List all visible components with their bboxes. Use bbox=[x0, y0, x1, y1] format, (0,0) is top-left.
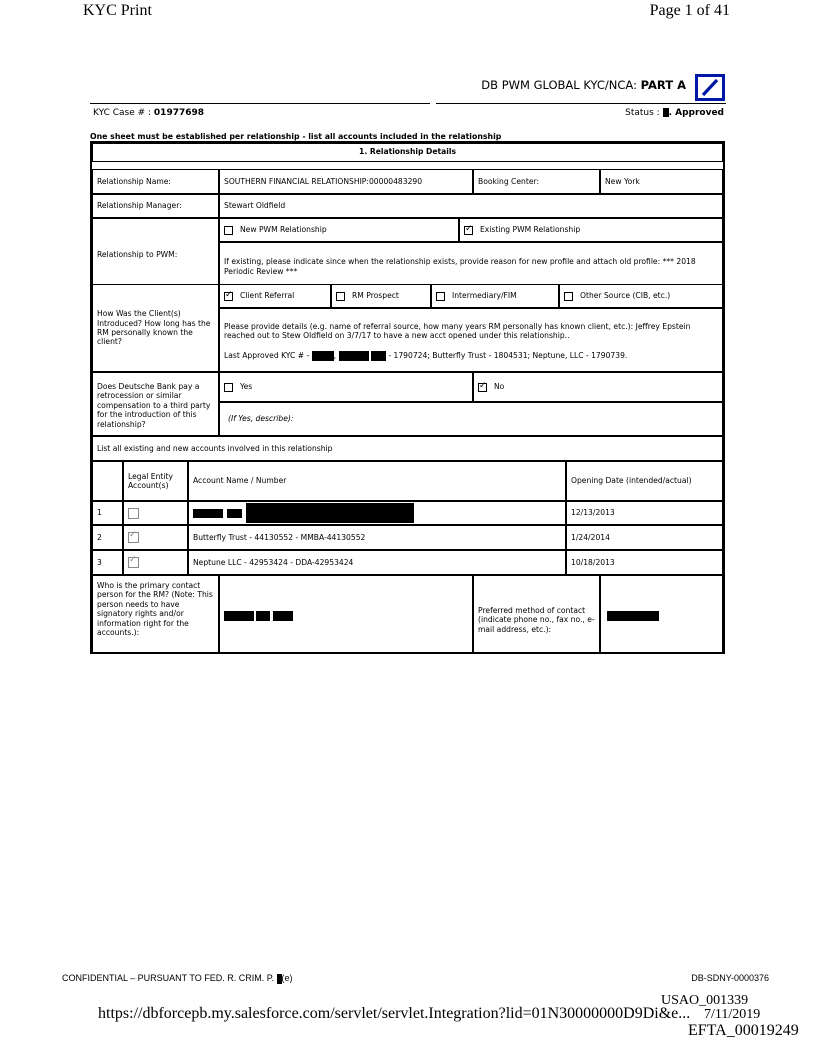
existing-pwm-checkbox bbox=[464, 226, 473, 235]
account-name-cell: Butterfly Trust - 44130552 - MMBA-44130552 bbox=[188, 525, 566, 550]
retrocession-no-option: ✓ No bbox=[473, 372, 723, 402]
case-status: Status : . Approved bbox=[625, 108, 724, 118]
account-name-cell bbox=[188, 501, 566, 525]
legal-entity-checkbox bbox=[128, 557, 139, 568]
section-title: 1. Relationship Details bbox=[92, 143, 723, 162]
print-url: https://dbforcepb.my.salesforce.com/servlet/servlet.Integration?lid=01N30000000D9Di&e... bbox=[98, 1005, 691, 1022]
opening-date-cell: 12/13/2013 bbox=[566, 501, 723, 525]
relationship-manager-label: Relationship Manager: bbox=[92, 194, 219, 218]
rm-prospect-checkbox bbox=[336, 292, 345, 301]
print-header-page-count: Page 1 of 41 bbox=[649, 2, 730, 19]
account-name-cell: Neptune LLC - 42953424 - DDA-42953424 bbox=[188, 550, 566, 575]
primary-contact-value bbox=[219, 575, 473, 653]
opening-date-header: Opening Date (intended/actual) bbox=[566, 461, 723, 501]
other-source-checkbox bbox=[564, 292, 573, 301]
intermediary-option: Intermediary/FIM bbox=[431, 284, 559, 308]
account-number-header bbox=[92, 461, 123, 501]
bates-number-usao: USAO_001339 bbox=[661, 993, 749, 1008]
client-referral-option: ✓ Client Referral bbox=[219, 284, 331, 308]
relationship-manager-value: Stewart Oldfield bbox=[219, 194, 723, 218]
retrocession-label: Does Deutsche Bank pay a retrocession or similar compensation to a third party for the introduction of this relationship? bbox=[92, 372, 219, 436]
introduction-label: How Was the Client(s) Introduced? How long has the RM personally known the client? bbox=[92, 284, 219, 372]
legal-entity-header: Legal Entity Account(s) bbox=[123, 461, 188, 501]
booking-center-label: Booking Center: bbox=[473, 169, 600, 194]
legal-entity-checkbox bbox=[128, 532, 139, 543]
other-source-option: Other Source (CIB, etc.) bbox=[559, 284, 723, 308]
retrocession-no-checkbox bbox=[478, 383, 487, 392]
relationship-to-pwm-label: Relationship to PWM: bbox=[92, 218, 219, 291]
print-header-title: KYC Print bbox=[83, 2, 152, 19]
retrocession-description: (If Yes, describe): bbox=[219, 402, 723, 436]
confidential-notice: CONFIDENTIAL – PURSUANT TO FED. R. CRIM. P. (e) bbox=[62, 973, 293, 983]
retrocession-yes-option: Yes bbox=[219, 372, 473, 402]
relationship-name-label: Relationship Name: bbox=[92, 169, 219, 194]
intermediary-checkbox bbox=[436, 292, 445, 301]
retrocession-yes-checkbox bbox=[224, 383, 233, 392]
relationship-details-table bbox=[90, 141, 725, 654]
new-pwm-option: New PWM Relationship bbox=[219, 218, 459, 242]
contact-method-label: Preferred method of contact (indicate phone no., fax no., e-mail address, etc.): bbox=[473, 575, 600, 653]
print-date: 7/11/2019 bbox=[704, 1007, 761, 1022]
kyc-case-number: KYC Case # : 01977698 bbox=[93, 108, 205, 118]
bates-number-efta: EFTA_00019249 bbox=[688, 1022, 799, 1039]
last-approved-kyc: Last Approved KYC # - , - 1790724; Butterfly Trust - 1804531; Neptune, LLC - 1790739. bbox=[224, 350, 628, 360]
legal-entity-checkbox bbox=[128, 508, 139, 519]
introduction-details: Please provide details (e.g. name of referral source, how many years RM personally has known client, etc.): Jeffrey Epstein reached out to Stew Oldfield on 3/7/17 to have a new acct opened under this relationship.. Last Approved KYC # - , - 1790724; Butterfly Trust - 1804531; Neptune, LLC - 1790739. bbox=[219, 308, 723, 372]
contact-method-value bbox=[600, 575, 723, 653]
legal-entity-cell bbox=[123, 550, 188, 575]
booking-center-value: New York bbox=[600, 169, 723, 194]
legal-entity-cell bbox=[123, 501, 188, 525]
account-row-number: 1 bbox=[92, 501, 123, 525]
account-row-number: 3 bbox=[92, 550, 123, 575]
opening-date-cell: 10/18/2013 bbox=[566, 550, 723, 575]
account-name-header: Account Name / Number bbox=[188, 461, 566, 501]
existing-pwm-option: ✓ Existing PWM Relationship bbox=[459, 218, 723, 242]
primary-contact-label: Who is the primary contact person for the RM? (Note: This person needs to have signatory rights and/or information right for the accounts.): bbox=[92, 575, 219, 653]
legal-entity-cell bbox=[123, 525, 188, 550]
form-title: DB PWM GLOBAL KYC/NCA: PART A bbox=[481, 78, 686, 92]
relationship-name-value: SOUTHERN FINANCIAL RELATIONSHIP:00000483290 bbox=[219, 169, 473, 194]
rm-prospect-option: RM Prospect bbox=[331, 284, 431, 308]
bates-number-db: DB-SDNY-0000376 bbox=[691, 973, 769, 983]
client-referral-checkbox bbox=[224, 292, 233, 301]
new-pwm-checkbox bbox=[224, 226, 233, 235]
existing-relationship-note: If existing, please indicate since when the relationship exists, provide reason for new profile and attach old profile: *** 2018 Periodic Review *** bbox=[219, 242, 723, 291]
accounts-note: List all existing and new accounts involved in this relationship bbox=[92, 436, 723, 461]
opening-date-cell: 1/24/2014 bbox=[566, 525, 723, 550]
account-row-number: 2 bbox=[92, 525, 123, 550]
deutsche-bank-logo-icon bbox=[695, 74, 725, 101]
sheet-instruction: One sheet must be established per relationship - list all accounts included in the relationship bbox=[90, 132, 502, 141]
